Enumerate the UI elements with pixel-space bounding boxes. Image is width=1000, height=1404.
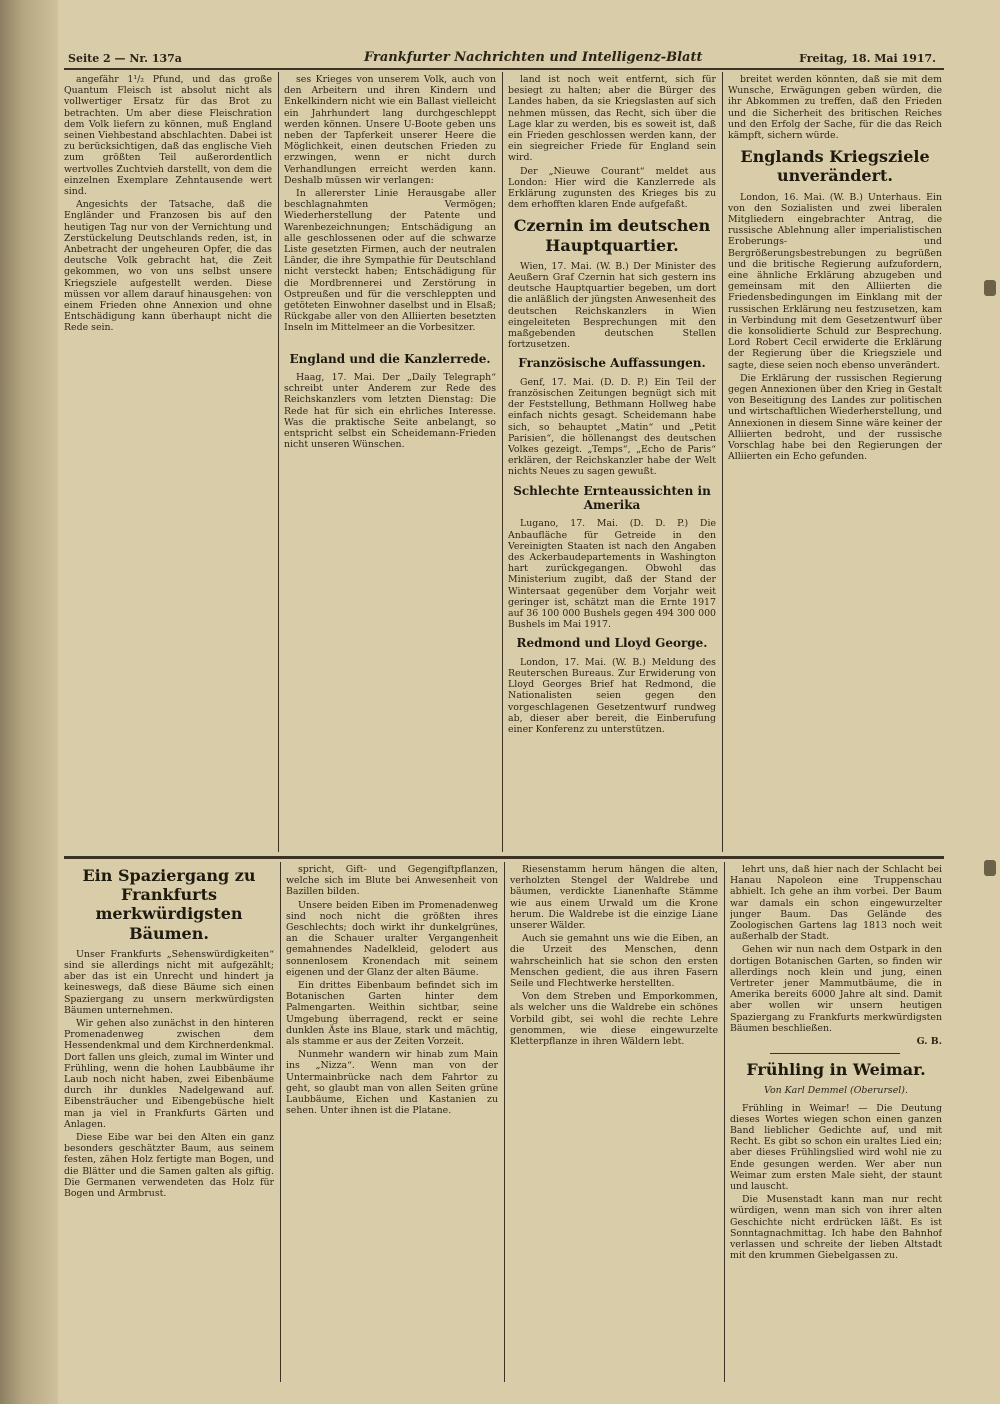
section-divider — [64, 856, 944, 859]
article-paragraph: Haag, 17. Mai. Der „Daily Telegraph“ schreibt unter Anderem zur Rede des Reichskanzlers vom letzten Dienstag: Die Rede hat für sich ein ehrliches Interesse. Was die praktische Seite anbelangt, so entspricht selbst ein Scheidemann-Frieden nicht unseren Wünschen. — [284, 372, 496, 451]
column-4-upper — [728, 74, 942, 850]
article-paragraph: Nunmehr wandern wir hinab zum Main ins „Nizza“. Wenn man von der Untermainbrücke nach dem Fahrtor zu geht, so glaubt man von allen Seiten grüne Laubbäume, Eichen und Kastanien zu sehen. Unter ihnen ist die Platane. — [286, 1049, 498, 1117]
column-1-lower — [64, 864, 274, 1382]
column-rule — [280, 862, 281, 1382]
article-paragraph: In allererster Linie Herausgabe aller beschlagnahmten Vermögen; Wiederherstellung der Patente und Warenbezeichnungen; Entschädigung an alle geschlossenen oder auf die schwarze Liste gesetzten Firmen, auch der neutralen Länder, die ihre Sympathie für Deutschland nicht versteckt haben; Entschädigung für die Mordbrennerei und Zerstörung in Ostpreußen und für die verschleppten und getöteten Einwohner daselbst und in Elsaß; Rückgabe aller von den Alliierten besetzten Inseln im Mittelmeer an die Vorbesitzer. — [284, 188, 496, 334]
article-paragraph: Auch sie gemahnt uns wie die Eiben, an die Urzeit des Menschen, denn wahrscheinlich hat sie schon den ersten Menschen gedient, die aus ihren Fasern Seile und Flechtwerke herstellten. — [510, 933, 718, 990]
article-paragraph: ses Krieges von unserem Volk, auch von den Arbeitern und ihren Kindern und Enkelkindern nicht wie ein Ballast vielleicht ein Jahrhundert lang durchgeschleppt werden können. Unsere U-Boote geben uns neben der Tapferkeit unserer Heere die Möglichkeit, einen deutschen Frieden zu erzwingen, wenn er nicht durch Verhandlungen erreicht werden kann. Deshalb müssen wir verlangen: — [284, 74, 496, 186]
binding-gutter — [0, 0, 58, 1404]
article-paragraph: Genf, 17. Mai. (D. D. P.) Ein Teil der französischen Zeitungen begnügt sich mit der Feststellung, Bethmann Hollweg habe einfach nichts gesagt. Scheidemann habe sich, so behauptet „Matin“ und „Petit Parisien“, die höllenangst des deutschen Volkes gezeigt. „Temps“, „Echo de Paris“ erklären, der Reichskanzler habe der Welt nichts Neues zu sagen gewußt. — [508, 376, 716, 478]
article-paragraph: Angesichts der Tatsache, daß die Engländer und Franzosen bis auf den heutigen Tag nur von der Vernichtung und Zerstückelung Deutschlands reden, ist, in Anbetracht der ungeheuren Opfer, die das deutsche Volk gebracht hat, die Zeit gekommen, wo von uns selbst unsere Kriegsziele aufgestellt werden. Diese müssen vor allem darauf hinausgehen: von einem Frieden ohne Annexion und ohne Entschädigung kann überhaupt nicht die Rede sein. — [64, 199, 272, 334]
article-paragraph: Wien, 17. Mai. (W. B.) Der Minister des Aeußern Graf Czernin hat sich gestern ins deutsche Hauptquartier begeben, um dort die anläßlich der jüngsten Anwesenheit des deutschen Reichskanzlers in Wien eingeleiteten Besprechungen mit den maßgebenden deutschen Stellen fortzusetzen. — [508, 260, 716, 351]
headline-czernin: Czernin im deutschen Hauptquartier. — [513, 216, 711, 255]
headline-ernte: Schlechte Ernteaussichten in Amerika — [513, 483, 711, 513]
article-paragraph: Von dem Streben und Emporkommen, als welcher uns die Waldrebe ein schönes Vorbild gibt, sei wohl die rechte Lehre genommen, wie diese eingewurzelte Kletterpflanze in ihren Wäldern lebt. — [510, 991, 718, 1048]
headline-franz: Französische Auffassungen. — [518, 356, 706, 371]
article-paragraph: breitet werden könnten, daß sie mit dem Wunsche, Erwägungen geben würden, die ihr Abkommen zu treffen, daß den Frieden und die Sicherheit des britischen Reiches und den Erfolg der Sache, für die das Reich kämpft, sichern würde. — [728, 74, 942, 142]
article-paragraph: Die Erklärung der russischen Regierung gegen Annexionen über den Krieg in Gestalt von Beseitigung des Landes zur politischen und wirtschaftlichen Wiederherstellung, und Annexionen in diesem Sinne wäre keiner der Alliierten bedroht, und der russische Vorschlag habe bei den Regierungen der Alliierten ein Echo gefunden. — [728, 372, 942, 463]
headline-redmond: Redmond und Lloyd George. — [516, 636, 708, 651]
article-paragraph: Ein drittes Eibenbaum befindet sich im Botanischen Garten hinter dem Palmengarten. Weithin sichtbar, seine Umgebung überragend, reckt er seine dunklen Äste ins Blaue, stark und mächtig, als stamme er aus der Zeiten Vorzeit. — [286, 980, 498, 1048]
headline-kriegsziele: Englands Kriegsziele unverändert. — [740, 147, 930, 186]
article-paragraph: Unser Frankfurts „Sehenswürdigkeiten“ sind sie allerdings nicht mit aufgezählt; aber das ist ein Unrecht und hindert ja keineswegs, daß diese Bäume sich einen Spaziergang zu unsern merkwürdigsten Bäumen unternehmen. — [64, 948, 274, 1016]
article-rule — [770, 1053, 900, 1054]
column-2-lower — [286, 864, 498, 1382]
article-paragraph: London, 17. Mai. (W. B.) Meldung des Reuterschen Bureaus. Zur Erwiderung von Lloyd Georges Brief hat Redmond, die Nationalisten seien gegen den vorgeschlagenen Gesetzentwurf rundweg ab, dieser aber bereit, die Einberufung einer Konferenz zu unterstützen. — [508, 656, 716, 736]
article-paragraph: Der „Nieuwe Courant“ meldet aus London: Hier wird die Kanzlerrede als Erklärung zugunsten des Krieges bis zu dem erhofften klaren Ende aufgefaßt. — [508, 165, 716, 211]
column-rule — [724, 862, 725, 1382]
column-3-upper — [508, 74, 716, 850]
article-paragraph: Riesenstamm herum hängen die alten, verholzten Stengel der Waldrebe und bäumen, verdickte Lianenhafte Stämme wie aus einem Urwald um die Krone herum. Die Waldrebe ist die einzige Liane unserer Wälder. — [510, 864, 718, 932]
article-paragraph: Die Musenstadt kann man nur recht würdigen, wenn man sich von ihrer alten Geschichte nicht erdrücken läßt. Es ist Sonntagnachmittag. Ich habe den Bahnhof verlassen und schreite der lieben Altstadt mit den krummen Giebelgassen zu. — [730, 1194, 942, 1262]
article-paragraph: Unsere beiden Eiben im Promenadenweg sind noch nicht die größten ihres Geschlechts; doch wirkt ihr dunkelgrünes, an die Schauer uralter Vergangenheit gemahnendes Nadelkleid, gelodert aus sonnenlosem Kronendach mit seinem eigenen und der Glanz der alten Bäume. — [286, 899, 498, 978]
column-rule — [504, 862, 505, 1382]
author-signature: G. B. — [916, 1036, 942, 1048]
article-paragraph: Lugano, 17. Mai. (D. D. P.) Die Anbaufläche für Getreide in den Vereinigten Staaten ist nach den Angaben des Ackerbaudepartements in Washington hart zurückgegangen. Obwohl das Ministerium zugibt, daß der Stand der Wintersaat gegenüber dem Vorjahr weit geringer ist, schätzt man die Ernte 1917 auf 36 100 000 Bushels gegen 494 300 000 Bushels im Mai 1917. — [508, 518, 716, 631]
issue-date: Freitag, 18. Mai 1917. — [799, 52, 936, 65]
article-paragraph: Gehen wir nun nach dem Ostpark in den dortigen Botanischen Garten, so finden wir allerdings noch klein und jung, einen Vertreter jener Mammutbäume, die in Amerika bereits 6000 Jahre alt sind. Damit aber wollen wir unsern heutigen Spaziergang zu Frankfurts merkwürdigsten Bäumen beschließen. — [730, 944, 942, 1034]
newspaper-title: Frankfurter Nachrichten und Intelligenz-Blatt — [364, 50, 703, 65]
headline-kanzlerrede: England und die Kanzlerrede. — [289, 351, 491, 366]
column-rule — [278, 72, 279, 852]
column-3-lower — [510, 864, 718, 1382]
page-edge-mark — [984, 280, 996, 296]
article-paragraph: Wir gehen also zunächst in den hinteren Promenadenweg zwischen dem Hessendenkmal und dem Kirchnerdenkmal. Dort fallen uns gleich, zumal im Winter und Frühling, wenn die hohen Laubbäume ihr Laub noch nicht haben, zwei Eibenbäume durch ihr dunkles Nadelgewand auf. Eibensträucher und Eibengebüsche hielt man ja viel in Frankfurts Gärten und Anlagen. — [64, 1017, 274, 1130]
article-paragraph: land ist noch weit entfernt, sich für besiegt zu halten; aber die Bürger des Landes haben, da sie Kriegslasten auf sich nehmen müssen, das Recht, sich über die Lage klar zu werden, bis es soweit ist, daß ein Frieden geschlossen werden kann, der ein siegreicher Friede für England sein wird. — [508, 74, 716, 164]
article-paragraph: angefähr 1¹/₂ Pfund, und das große Quantum Fleisch ist absolut nicht als vollwertiger Ersatz für das Brot zu betrachten. Um aber diese Fleischration dem Volk liefern zu können, muß England seinen Viehbestand abschlachten. Dabei ist zu berücksichtigen, daß das englische Vieh zum größten Teil außerordentlich wertvolles Zuchtvieh darstellt, von dem die einzelnen Exemplare Zehntausende wert sind. — [64, 74, 272, 198]
page-number: Seite 2 — Nr. 137a — [68, 52, 182, 65]
article-paragraph: Frühling in Weimar! — Die Deutung dieses Wortes wiegen schon einen ganzen Band lieblicher Gedichte auf, und mit Recht. Es gibt so schon ein uraltes Lied ein; aber dieses Frühlingslied wird wohl nie zu Ende gesungen werden. Wer aber nun Weimar zum ersten Male sieht, der staunt und lauscht. — [730, 1102, 942, 1193]
column-2-upper — [284, 74, 496, 850]
article-paragraph: lehrt uns, daß hier nach der Schlacht bei Hanau Napoleon eine Truppenschau abhielt. Ich gehe an ihm vorbei. Der Baum war damals ein schon eingewurzelter junger Baum. Das Gelände des Zoologischen Gartens lag 1813 noch weit außerhalb der Stadt. — [730, 864, 942, 943]
article-byline: Von Karl Demmel (Oberursel). — [764, 1085, 908, 1097]
column-4-lower — [730, 864, 942, 1382]
page-header — [64, 50, 936, 70]
article-paragraph: spricht, Gift- und Gegengiftpflanzen, welche sich im Blute bei Anwesenheit von Bazillen bilden. — [286, 864, 498, 898]
article-paragraph: Diese Eibe war bei den Alten ein ganz besonders geschätzter Baum, aus seinem festen, zähen Holz fertigte man Bogen, und die Blätter und die Samen galten als giftig. Die Germanen verwendeten das Holz für Bogen und Armbrust. — [64, 1132, 274, 1200]
column-1-upper — [64, 74, 272, 850]
page-edge-mark — [984, 860, 996, 876]
header-rule — [64, 68, 944, 70]
headline-fruehling: Frühling in Weimar. — [746, 1060, 926, 1080]
headline-spaziergang: Ein Spaziergang zu Frankfurts merkwürdigsten Bäumen. — [82, 866, 256, 943]
column-rule — [722, 72, 723, 852]
article-paragraph: London, 16. Mai. (W. B.) Unterhaus. Ein von den Sozialisten und zwei liberalen Mitgliedern eingebrachter Antrag, die russische Ablehnung aller imperialistischen Eroberungs- und Bergrößerungsbestrebungen zu begrüßen und die britische Regierung aufzufordern, eine ähnliche Erklärung abzugeben und gemeinsam mit den Alliierten die Friedensbedingungen im Einklang mit der russischen Erklärung neu festzusetzen, kam in Verbindung mit dem Gesetzentwurf über die konsolidierte Schuld zur Besprechung. Lord Robert Cecil erwiderte die Erklärung der Regierung über die Kriegsziele und sagte, diese seien noch ebenso unverändert. — [728, 191, 942, 371]
column-rule — [502, 72, 503, 852]
